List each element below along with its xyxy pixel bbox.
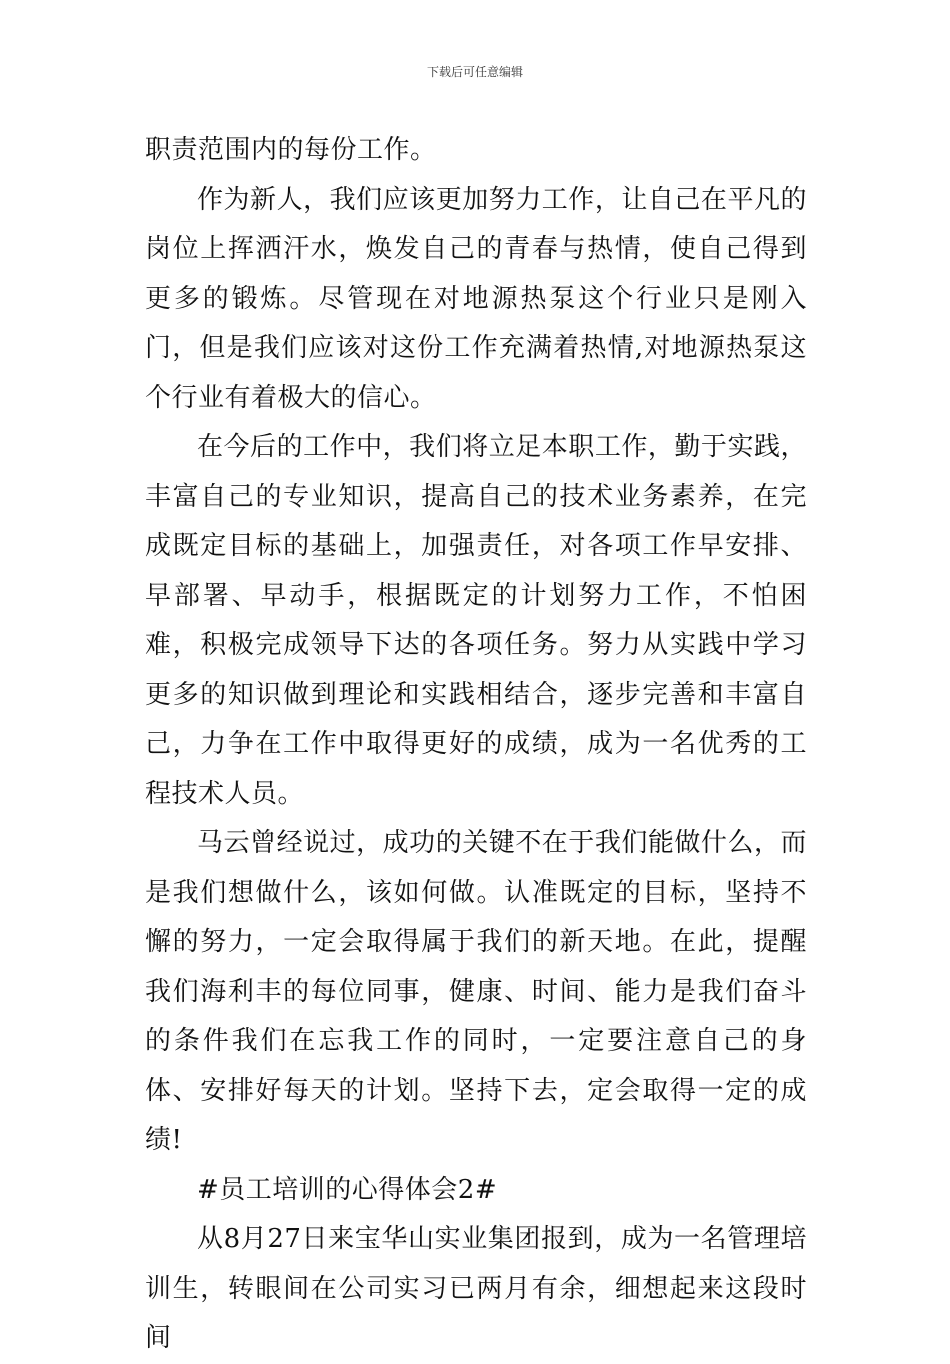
page-header: 下载后可任意编辑 — [426, 65, 523, 79]
document-body — [145, 126, 807, 1364]
paragraph-2: 作为新人，我们应该更加努力工作，让自己在平凡的岗位上挥洒汗水，焕发自己的青春与热情，使自己得到更多的锻炼。尽管现在对地源热泵这个行业只是刚入门，但是我们应该对这份工作充满着热情,对地源热泵这个行业有着极大的信心。 — [145, 184, 807, 413]
paragraph-4: 马云曾经说过，成功的关键不在于我们能做什么，而是我们想做什么，该如何做。认准既定的目标，坚持不懈的努力，一定会取得属于我们的新天地。在此，提醒我们海利丰的每位同事，健康、时间、能力是我们奋斗的条件我们在忘我工作的同时，一定要注意自己的身体、安排好每天的计划。坚持下去，定会取得一定的成绩! — [145, 828, 807, 1155]
paragraph-1: 职责范围内的每份工作。 — [145, 135, 437, 165]
section-heading: #员工培训的心得体会2# — [197, 1174, 498, 1205]
paragraph-5: 从8月27日来宝华山实业集团报到，成为一名管理培训生，转眼间在公司实习已两月有余，细想起来这段时间 — [145, 1224, 807, 1353]
paragraph-3: 在今后的工作中，我们将立足本职工作，勤于实践，丰富自己的专业知识，提高自己的技术业务素养，在完成既定目标的基础上，加强责任，对各项工作早安排、早部署、早动手，根据既定的计划努力工作，不怕困难，积极完成领导下达的各项任务。努力从实践中学习更多的知识做到理论和实践相结合，逐步完善和丰富自己，力争在工作中取得更好的成绩，成为一名优秀的工程技术人员。 — [145, 432, 807, 809]
